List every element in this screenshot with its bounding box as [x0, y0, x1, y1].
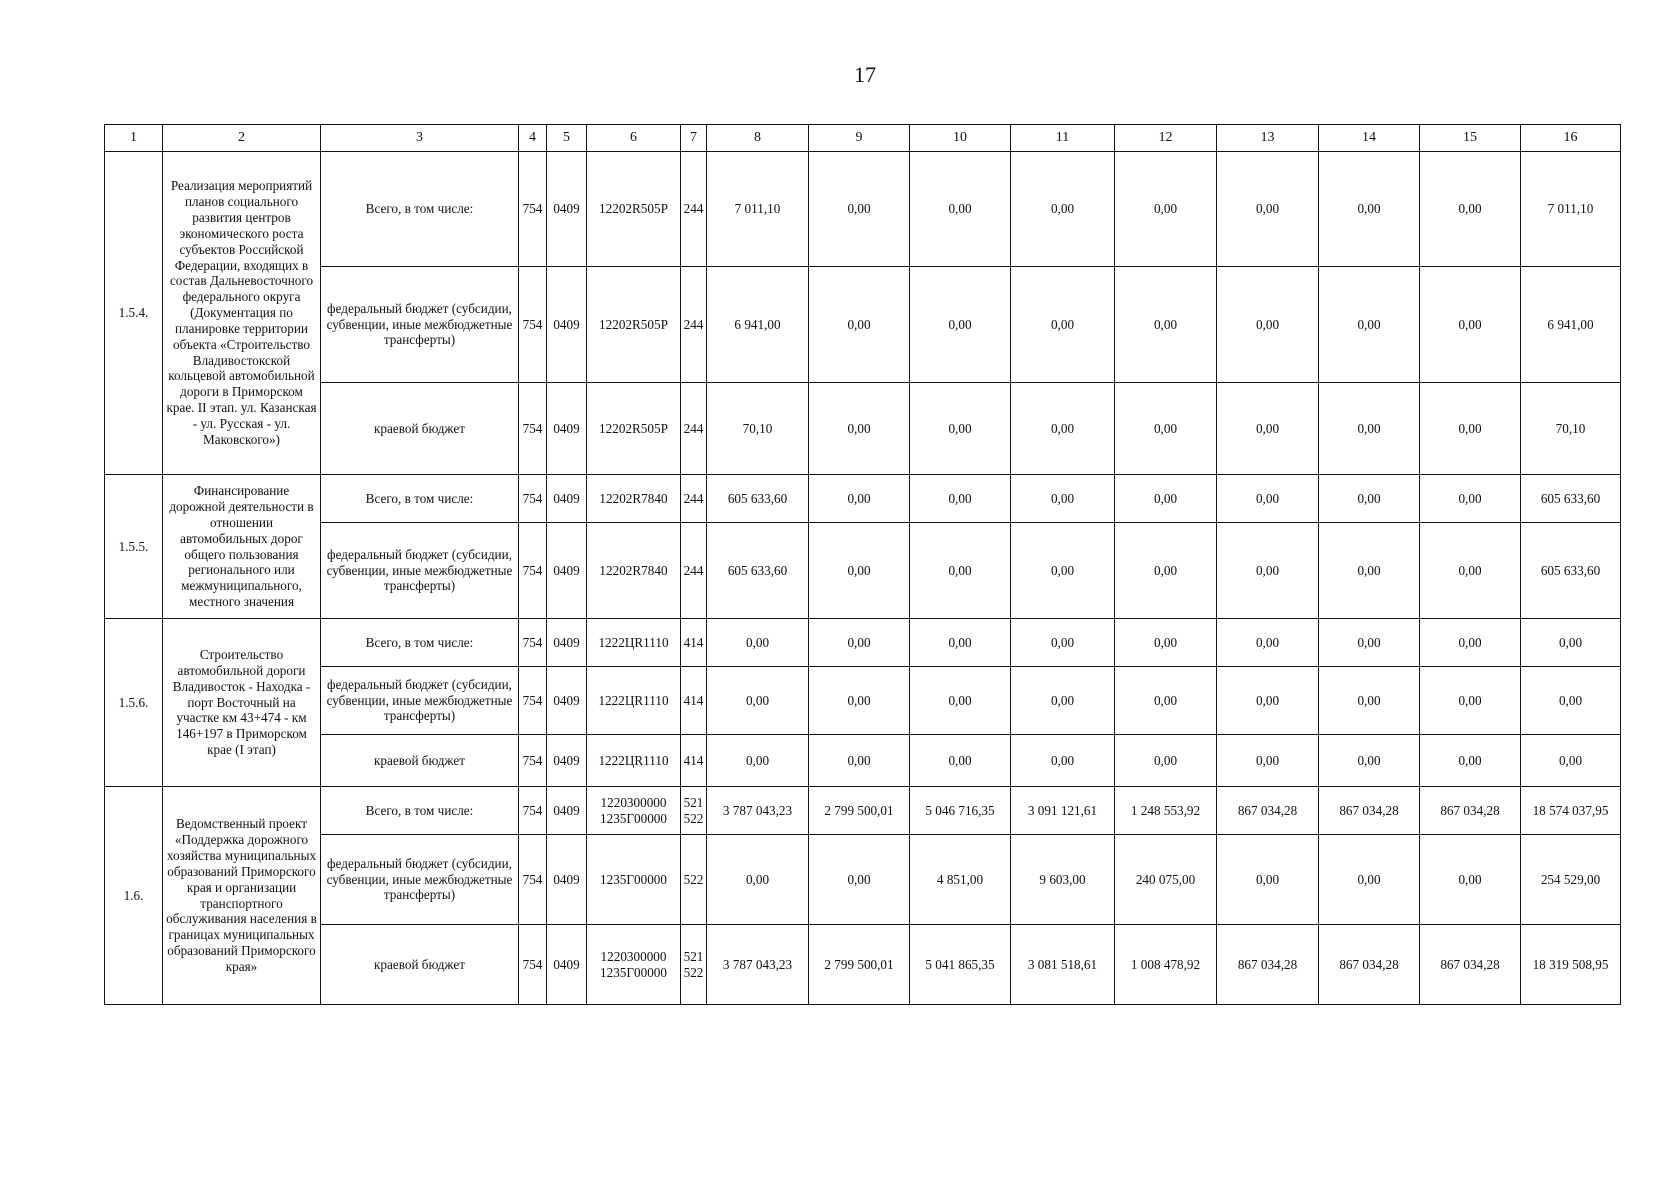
code-cell: [681, 383, 707, 475]
amount-cell: 0,00: [1115, 735, 1217, 787]
code-cell: 754: [519, 835, 547, 925]
amount-cell: 0,00: [910, 267, 1011, 383]
amount-cell: 0,00: [809, 383, 910, 475]
amount-cell: 0,00: [910, 735, 1011, 787]
amount-cell: 0,00: [1115, 475, 1217, 523]
header-cell: 5: [547, 125, 587, 152]
amount-cell: 0,00: [1420, 667, 1521, 735]
code-cell: 0409: [547, 383, 587, 475]
amount-cell: 605 633,60: [1521, 523, 1621, 619]
funding-source: Всего, в том числе:: [321, 787, 519, 835]
header-cell: 15: [1420, 125, 1521, 152]
table-row: [105, 925, 1621, 1005]
item-index: 1.5.6.: [105, 619, 163, 787]
amount-cell: 3 787 043,23: [707, 787, 809, 835]
amount-cell: 0,00: [1115, 152, 1217, 267]
item-index: 1.6.: [105, 787, 163, 1005]
header-cell: 4: [519, 125, 547, 152]
amount-cell: 0,00: [1319, 475, 1420, 523]
code-line: 1222ЦR1110: [598, 634, 669, 650]
amount-cell: 0,00: [1319, 523, 1420, 619]
table-row: [105, 523, 1621, 619]
amount-cell: 0,00: [707, 667, 809, 735]
code-cell: 754: [519, 619, 547, 667]
amount-cell: 70,10: [1521, 383, 1621, 475]
code-line: 12202R7840: [599, 562, 668, 578]
amount-cell: 3 787 043,23: [707, 925, 809, 1005]
amount-cell: 0,00: [910, 523, 1011, 619]
amount-cell: 0,00: [910, 152, 1011, 267]
amount-cell: 0,00: [809, 735, 910, 787]
header-cell: 14: [1319, 125, 1420, 152]
amount-cell: 0,00: [809, 152, 910, 267]
code-line: 244: [683, 562, 704, 578]
code-cell: 754: [519, 383, 547, 475]
amount-cell: 0,00: [1217, 475, 1319, 523]
code-line: 1222ЦR1110: [598, 692, 669, 708]
amount-cell: 867 034,28: [1319, 925, 1420, 1005]
amount-cell: 0,00: [1319, 619, 1420, 667]
code-cell: [681, 267, 707, 383]
amount-cell: 0,00: [1115, 383, 1217, 475]
code-cell: 0409: [547, 475, 587, 523]
header-cell: 3: [321, 125, 519, 152]
code-cell: 754: [519, 787, 547, 835]
code-cell: [681, 523, 707, 619]
code-line: 12202R505P: [599, 316, 668, 332]
header-cell: 6: [587, 125, 681, 152]
amount-cell: 0,00: [1420, 267, 1521, 383]
code-cell: [587, 523, 681, 619]
code-cell: [681, 667, 707, 735]
code-line: 414: [683, 752, 704, 768]
amount-cell: 0,00: [1319, 667, 1420, 735]
table-row: [105, 667, 1621, 735]
code-line: 12202R505P: [599, 201, 668, 217]
amount-cell: 18 574 037,95: [1521, 787, 1621, 835]
table-row: [105, 735, 1621, 787]
code-line: 1222ЦR1110: [598, 752, 669, 768]
item-index: 1.5.4.: [105, 152, 163, 475]
amount-cell: 0,00: [1011, 619, 1115, 667]
code-line: 414: [683, 692, 704, 708]
funding-source: федеральный бюджет (субсидии, субвенции, иные межбюджетные трансферты): [321, 267, 519, 383]
amount-cell: 605 633,60: [1521, 475, 1621, 523]
amount-cell: 0,00: [1011, 523, 1115, 619]
code-line: 521: [683, 948, 704, 964]
code-line: 1220300000: [600, 948, 667, 964]
amount-cell: 0,00: [1011, 735, 1115, 787]
amount-cell: 0,00: [1420, 619, 1521, 667]
code-cell: [587, 735, 681, 787]
item-name: Ведомственный проект «Поддержка дорожного хозяйства муниципальных образований Приморского края и организации транспортного обслуживания населения в границах муниципальных образований Приморского края»: [163, 787, 321, 1005]
amount-cell: 0,00: [1217, 383, 1319, 475]
item-name: Строительство автомобильной дороги Владивосток - Находка - порт Восточный на участке км 43+474 - км 146+197 в Приморском крае (I этап): [163, 619, 321, 787]
amount-cell: 867 034,28: [1420, 925, 1521, 1005]
amount-cell: 0,00: [910, 667, 1011, 735]
amount-cell: 0,00: [1420, 835, 1521, 925]
code-cell: 754: [519, 735, 547, 787]
amount-cell: 1 008 478,92: [1115, 925, 1217, 1005]
amount-cell: 0,00: [1217, 835, 1319, 925]
code-cell: 0409: [547, 523, 587, 619]
funding-source: Всего, в том числе:: [321, 619, 519, 667]
code-cell: 754: [519, 667, 547, 735]
amount-cell: 0,00: [1217, 152, 1319, 267]
amount-cell: 0,00: [1217, 523, 1319, 619]
amount-cell: 5 046 716,35: [910, 787, 1011, 835]
code-line: 244: [683, 420, 704, 436]
code-line: 244: [683, 316, 704, 332]
amount-cell: 0,00: [1319, 267, 1420, 383]
code-cell: 754: [519, 925, 547, 1005]
amount-cell: 0,00: [1217, 667, 1319, 735]
code-cell: 0409: [547, 735, 587, 787]
amount-cell: 0,00: [910, 619, 1011, 667]
code-line: 1220300000: [600, 794, 667, 810]
code-cell: [587, 475, 681, 523]
amount-cell: 0,00: [809, 835, 910, 925]
amount-cell: 605 633,60: [707, 523, 809, 619]
code-cell: [681, 619, 707, 667]
funding-source: Всего, в том числе:: [321, 475, 519, 523]
funding-source: краевой бюджет: [321, 735, 519, 787]
amount-cell: 3 081 518,61: [1011, 925, 1115, 1005]
code-cell: [587, 267, 681, 383]
code-line: 522: [683, 871, 704, 887]
code-line: 12202R505P: [599, 420, 668, 436]
amount-cell: 0,00: [1521, 667, 1621, 735]
header-cell: 12: [1115, 125, 1217, 152]
amount-cell: 4 851,00: [910, 835, 1011, 925]
amount-cell: 18 319 508,95: [1521, 925, 1621, 1005]
code-cell: [587, 787, 681, 835]
amount-cell: 70,10: [707, 383, 809, 475]
code-cell: 0409: [547, 267, 587, 383]
amount-cell: 1 248 553,92: [1115, 787, 1217, 835]
amount-cell: 0,00: [1521, 619, 1621, 667]
header-cell: 11: [1011, 125, 1115, 152]
header-row: [105, 125, 1621, 152]
funding-source: Всего, в том числе:: [321, 152, 519, 267]
header-cell: 13: [1217, 125, 1319, 152]
amount-cell: 0,00: [910, 383, 1011, 475]
amount-cell: 0,00: [809, 619, 910, 667]
amount-cell: 7 011,10: [1521, 152, 1621, 267]
funding-source: федеральный бюджет (субсидии, субвенции, иные межбюджетные трансферты): [321, 667, 519, 735]
code-cell: 0409: [547, 152, 587, 267]
code-cell: [681, 735, 707, 787]
code-line: 414: [683, 634, 704, 650]
table-row: [105, 619, 1621, 667]
code-cell: [587, 835, 681, 925]
code-cell: [681, 152, 707, 267]
budget-table: [104, 124, 1621, 1005]
funding-source: федеральный бюджет (субсидии, субвенции, иные межбюджетные трансферты): [321, 523, 519, 619]
code-cell: [587, 925, 681, 1005]
amount-cell: 0,00: [809, 667, 910, 735]
amount-cell: 0,00: [1115, 619, 1217, 667]
table-row: [105, 152, 1621, 267]
amount-cell: 254 529,00: [1521, 835, 1621, 925]
code-line: 244: [683, 490, 704, 506]
amount-cell: 867 034,28: [1217, 925, 1319, 1005]
amount-cell: 0,00: [707, 835, 809, 925]
header-cell: 9: [809, 125, 910, 152]
amount-cell: 6 941,00: [1521, 267, 1621, 383]
code-cell: 754: [519, 475, 547, 523]
amount-cell: 0,00: [1319, 383, 1420, 475]
amount-cell: 0,00: [1115, 267, 1217, 383]
amount-cell: 0,00: [1217, 619, 1319, 667]
amount-cell: 0,00: [1319, 735, 1420, 787]
code-cell: 754: [519, 523, 547, 619]
code-cell: [681, 835, 707, 925]
amount-cell: 0,00: [809, 523, 910, 619]
amount-cell: 0,00: [1420, 152, 1521, 267]
amount-cell: 0,00: [1420, 475, 1521, 523]
code-line: 521: [683, 794, 704, 810]
table-row: [105, 383, 1621, 475]
amount-cell: 5 041 865,35: [910, 925, 1011, 1005]
table-row: [105, 475, 1621, 523]
table-row: [105, 267, 1621, 383]
amount-cell: 0,00: [1011, 667, 1115, 735]
code-cell: 754: [519, 152, 547, 267]
funding-source: федеральный бюджет (субсидии, субвенции, иные межбюджетные трансферты): [321, 835, 519, 925]
code-line: 12202R7840: [599, 490, 668, 506]
amount-cell: 240 075,00: [1115, 835, 1217, 925]
header-cell: 1: [105, 125, 163, 152]
amount-cell: 867 034,28: [1319, 787, 1420, 835]
header-cell: 2: [163, 125, 321, 152]
code-cell: [681, 475, 707, 523]
amount-cell: 9 603,00: [1011, 835, 1115, 925]
amount-cell: 0,00: [910, 475, 1011, 523]
code-cell: [587, 383, 681, 475]
code-cell: 0409: [547, 835, 587, 925]
code-cell: [587, 152, 681, 267]
code-cell: [681, 925, 707, 1005]
code-line: 522: [683, 810, 704, 826]
amount-cell: 0,00: [707, 619, 809, 667]
amount-cell: 0,00: [1521, 735, 1621, 787]
code-cell: [587, 667, 681, 735]
amount-cell: 867 034,28: [1420, 787, 1521, 835]
code-cell: 0409: [547, 925, 587, 1005]
funding-source: краевой бюджет: [321, 925, 519, 1005]
amount-cell: 0,00: [1011, 475, 1115, 523]
table-row: [105, 835, 1621, 925]
item-index: 1.5.5.: [105, 475, 163, 619]
amount-cell: 0,00: [1011, 383, 1115, 475]
amount-cell: 0,00: [1319, 152, 1420, 267]
code-line: 1235Г00000: [600, 871, 667, 887]
amount-cell: 0,00: [1011, 267, 1115, 383]
header-cell: 7: [681, 125, 707, 152]
header-cell: 8: [707, 125, 809, 152]
item-name: Финансирование дорожной деятельности в отношении автомобильных дорог общего пользования регионального или межмуниципального, местного значения: [163, 475, 321, 619]
amount-cell: 0,00: [1115, 523, 1217, 619]
amount-cell: 867 034,28: [1217, 787, 1319, 835]
code-cell: [681, 787, 707, 835]
code-line: 1235Г00000: [600, 810, 667, 826]
amount-cell: 0,00: [809, 267, 910, 383]
code-line: 1235Г00000: [600, 964, 667, 980]
amount-cell: 0,00: [1420, 383, 1521, 475]
code-cell: 0409: [547, 619, 587, 667]
amount-cell: 0,00: [1115, 667, 1217, 735]
amount-cell: 7 011,10: [707, 152, 809, 267]
amount-cell: 2 799 500,01: [809, 787, 910, 835]
amount-cell: 0,00: [1217, 267, 1319, 383]
table-row: [105, 787, 1621, 835]
amount-cell: 6 941,00: [707, 267, 809, 383]
item-name: Реализация мероприятий планов социального развития центров экономического роста субъектов Российской Федерации, входящих в состав Дальневосточного федерального округа (Документация по планировке территории объекта «Строительство Владивостокской кольцевой автомобильной дороги в Приморском крае. II этап. ул. Казанская - ул. Русская - ул. Маковского»): [163, 152, 321, 475]
amount-cell: 2 799 500,01: [809, 925, 910, 1005]
amount-cell: 0,00: [1319, 835, 1420, 925]
amount-cell: 0,00: [707, 735, 809, 787]
funding-source: краевой бюджет: [321, 383, 519, 475]
amount-cell: 0,00: [1011, 152, 1115, 267]
amount-cell: 605 633,60: [707, 475, 809, 523]
code-cell: 0409: [547, 787, 587, 835]
code-cell: 754: [519, 267, 547, 383]
code-cell: 0409: [547, 667, 587, 735]
code-line: 244: [683, 201, 704, 217]
amount-cell: 0,00: [809, 475, 910, 523]
amount-cell: 0,00: [1217, 735, 1319, 787]
header-cell: 16: [1521, 125, 1621, 152]
header-cell: 10: [910, 125, 1011, 152]
amount-cell: 0,00: [1420, 735, 1521, 787]
page-number: 17: [854, 62, 876, 87]
code-cell: [587, 619, 681, 667]
code-line: 522: [683, 964, 704, 980]
amount-cell: 0,00: [1420, 523, 1521, 619]
amount-cell: 3 091 121,61: [1011, 787, 1115, 835]
